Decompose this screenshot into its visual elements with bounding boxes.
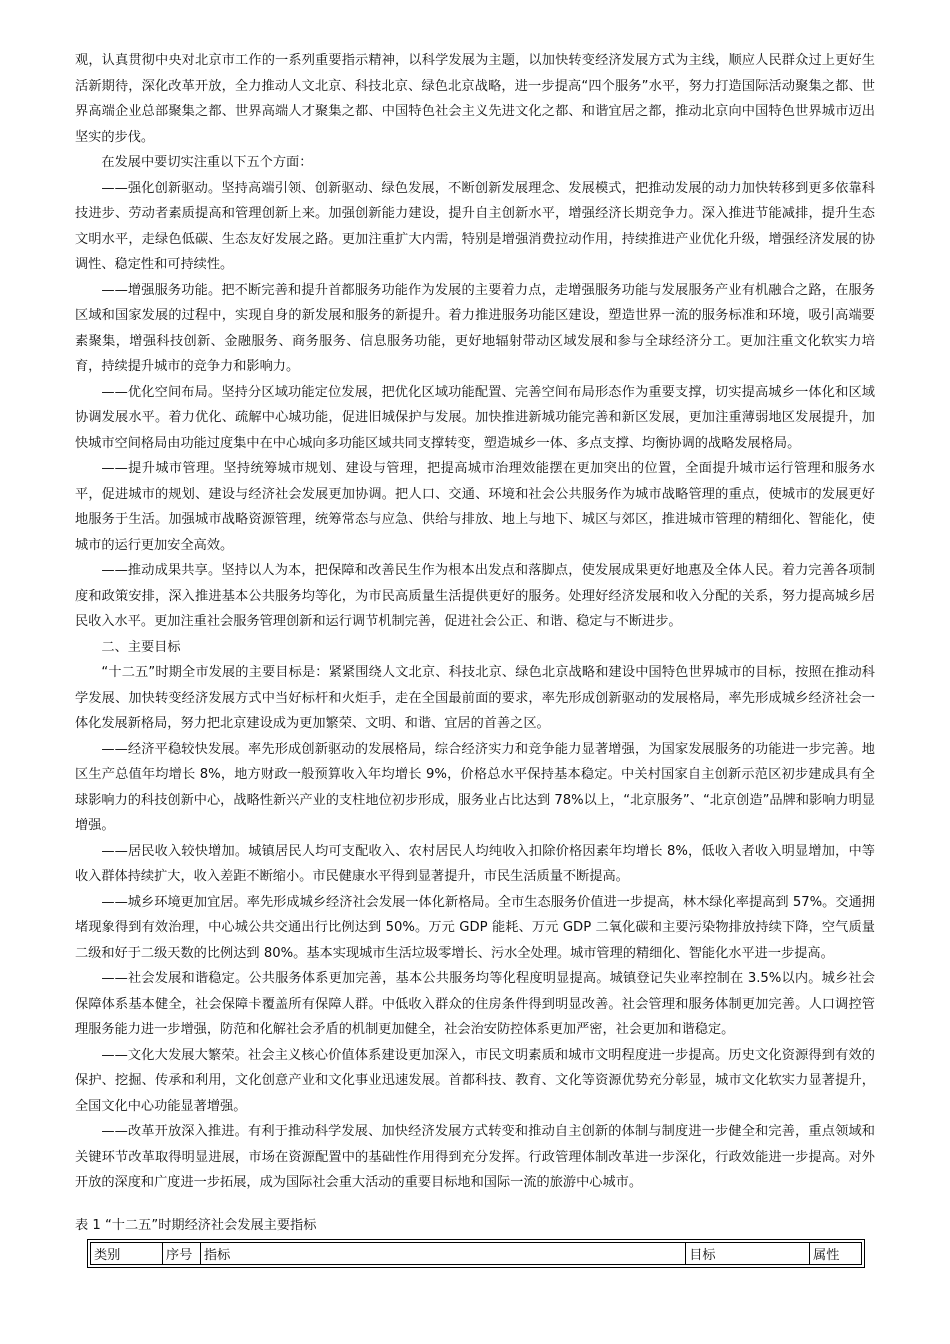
paragraph-sharing: ——推动成果共享。坚持以人为本，把保障和改善民生作为根本出发点和落脚点，使发展成果更好地惠及全体人民。着力完善各项制度和政策安排，深入推进基本公共服务均等化，为市民高质量生活提供更好的服务。处理好经济发展和收入分配的关系，努力提高城乡居民收入水平。更加注重社会服务管理创新和运行调节机制完善，促进社会公正、和谐、稳定与不断进步。: [75, 563, 875, 629]
paragraph-economy: ——经济平稳较快发展。率先形成创新驱动的发展格局，综合经济实力和竞争能力显著增强，为国家发展服务的功能进一步完善。地区生产总值年均增长 8%，地方财政一般预算收入年均增长 9%，价格总水平保持基本稳定。中关村国家自主创新示范区初步建成具有全球影响力的科技创新中心，战略性新兴产业的支柱地位初步形成，服务业占比达到 78%以上，“北京服务”、“北京创造”品牌和影响力明显增强。: [75, 741, 875, 833]
table-caption: 表 1 “十二五”时期经济社会发展主要指标: [75, 1217, 317, 1233]
header-target: 目标: [686, 1242, 810, 1264]
paragraph-five-aspects: 在发展中要切实注重以下五个方面：: [101, 155, 313, 170]
indicator-table: [87, 1239, 865, 1268]
header-attribute: 属性: [810, 1242, 862, 1264]
paragraph-intro: 观，认真贯彻中央对北京市工作的一系列重要指示精神，以科学发展为主题，以加快转变经济发展方式为主线，顺应人民群众过上更好生活新期待，深化改革开放，全力推动人文北京、科技北京、绿色北京战略，进一步提高“四个服务”水平，努力打造国际活动聚集之都、世界高端企业总部聚集之都、世界高端人才聚集之都、中国特色社会主义先进文化之都、和谐宜居之都，推动北京向中国特色世界城市迈出坚实的步伐。: [75, 53, 875, 145]
paragraph-reform: ——改革开放深入推进。有利于推动科学发展、加快经济发展方式转变和推动自主创新的体制与制度进一步健全和完善，重点领域和关键环节改革取得明显进展，市场在资源配置中的基础性作用得到充分发挥。行政管理体制改革进一步深化，行政效能进一步提高。对外开放的深度和广度进一步拓展，成为国际社会重大活动的重要目标地和国际一流的旅游中心城市。: [75, 1124, 875, 1190]
paragraph-city-management: ——提升城市管理。坚持统筹城市规划、建设与管理，把提高城市治理效能摆在更加突出的位置，全面提升城市运行管理和服务水平，促进城市的规划、建设与经济社会发展更加协调。把人口、交通、环境和社会公共服务作为城市战略管理的重点，使城市的发展更好地服务于生活。加强城市战略资源管理，统筹常态与应急、供给与排放、地上与地下、城区与郊区，推进城市管理的精细化、智能化，使城市的运行更加安全高效。: [75, 461, 875, 553]
paragraph-environment: ——城乡环境更加宜居。率先形成城乡经济社会发展一体化新格局。全市生态服务价值进一步提高，林木绿化率提高到 57%。交通拥堵现象得到有效治理，中心城公共交通出行比例达到 50%。万元 GDP 能耗、万元 GDP 二氧化碳和主要污染物排放持续下降，空气质量二级和好于二级天数的比例达到 80%。基本实现城市生活垃圾零增长、污水全处理。城市管理的精细化、智能化水平进一步提高。: [75, 894, 875, 961]
paragraph-spatial: ——优化空间布局。坚持分区域功能定位发展，把优化区域功能配置、完善空间布局形态作为重要支撑，切实提高城乡一体化和区域协调发展水平。着力优化、疏解中心城功能，促进旧城保护与发展。加快推进新城功能完善和新区发展，更加注重薄弱地区发展提升，加快城市空间格局由功能过度集中在中心城向多功能区域共同支撑转变，塑造城乡一体、多点支撑、均衡协调的战略发展格局。: [75, 384, 875, 451]
paragraph-culture: ——文化大发展大繁荣。社会主义核心价值体系建设更加深入，市民文明素质和城市文明程度进一步提高。历史文化资源得到有效的保护、挖掘、传承和利用，文化创意产业和文化事业迅速发展。首都科技、教育、文化等资源优势充分彰显，城市文化软实力显著提升，全国文化中心功能显著增强。: [75, 1047, 875, 1114]
header-indicator: 指标: [200, 1242, 685, 1264]
paragraph-society: ——社会发展和谐稳定。公共服务体系更加完善，基本公共服务均等化程度明显提高。城镇登记失业率控制在 3.5%以内。城乡社会保障体系基本健全，社会保障卡覆盖所有保障人群。中低收入群众的住房条件得到明显改善。社会管理和服务体制更加完善。人口调控管理服务能力进一步增强，防范和化解社会矛盾的机制更加健全，社会治安防控体系更加严密，社会更加和谐稳定。: [75, 971, 875, 1037]
table-header-row: [91, 1242, 862, 1264]
paragraph-main-goals: “十二五”时期全市发展的主要目标是：紧紧围绕人文北京、科技北京、绿色北京战略和建设中国特色世界城市的目标，按照在推动科学发展、加快转变经济发展方式中当好标杆和火炬手，走在全国最前面的要求，率先形成创新驱动的发展格局，率先形成城乡经济社会一体化发展新格局，努力把北京建设成为更加繁荣、文明、和谐、宜居的首善之区。: [75, 665, 875, 731]
document-page: [75, 48, 875, 1268]
paragraph-service: ——增强服务功能。把不断完善和提升首都服务功能作为发展的主要着力点，走增强服务功能与发展服务产业有机融合之路，在服务区域和国家发展的过程中，实现自身的新发展和服务的新提升。着力推进服务功能区建设，塑造世界一流的服务标准和环境，吸引高端要素聚集，增强科技创新、金融服务、商务服务、信息服务功能，更好地辐射带动区域发展和参与全球经济分工。更加注重文化软实力培育，持续提升城市的竞争力和影响力。: [75, 282, 875, 374]
paragraph-innovation: ——强化创新驱动。坚持高端引领、创新驱动、绿色发展，不断创新发展理念、发展模式，把推动发展的动力加快转移到更多依靠科技进步、劳动者素质提高和管理创新上来。加强创新能力建设，提升自主创新水平，增强经济长期竞争力。深入推进节能减排，提升生态文明水平，走绿色低碳、生态友好发展之路。更加注重扩大内需，特别是增强消费拉动作用，持续推进产业优化升级，增强经济发展的协调性、稳定性和可持续性。: [75, 180, 875, 272]
header-category: 类别: [91, 1242, 163, 1264]
section-heading-goals: 二、主要目标: [101, 639, 181, 655]
paragraph-income: ——居民收入较快增加。城镇居民人均可支配收入、农村居民人均纯收入扣除价格因素年均增长 8%，低收入者收入明显增加，中等收入群体持续扩大，收入差距不断缩小。市民健康水平得到显著提升，市民生活质量不断提高。: [75, 843, 875, 884]
header-index: 序号: [162, 1242, 200, 1264]
body-text: [75, 48, 875, 1196]
